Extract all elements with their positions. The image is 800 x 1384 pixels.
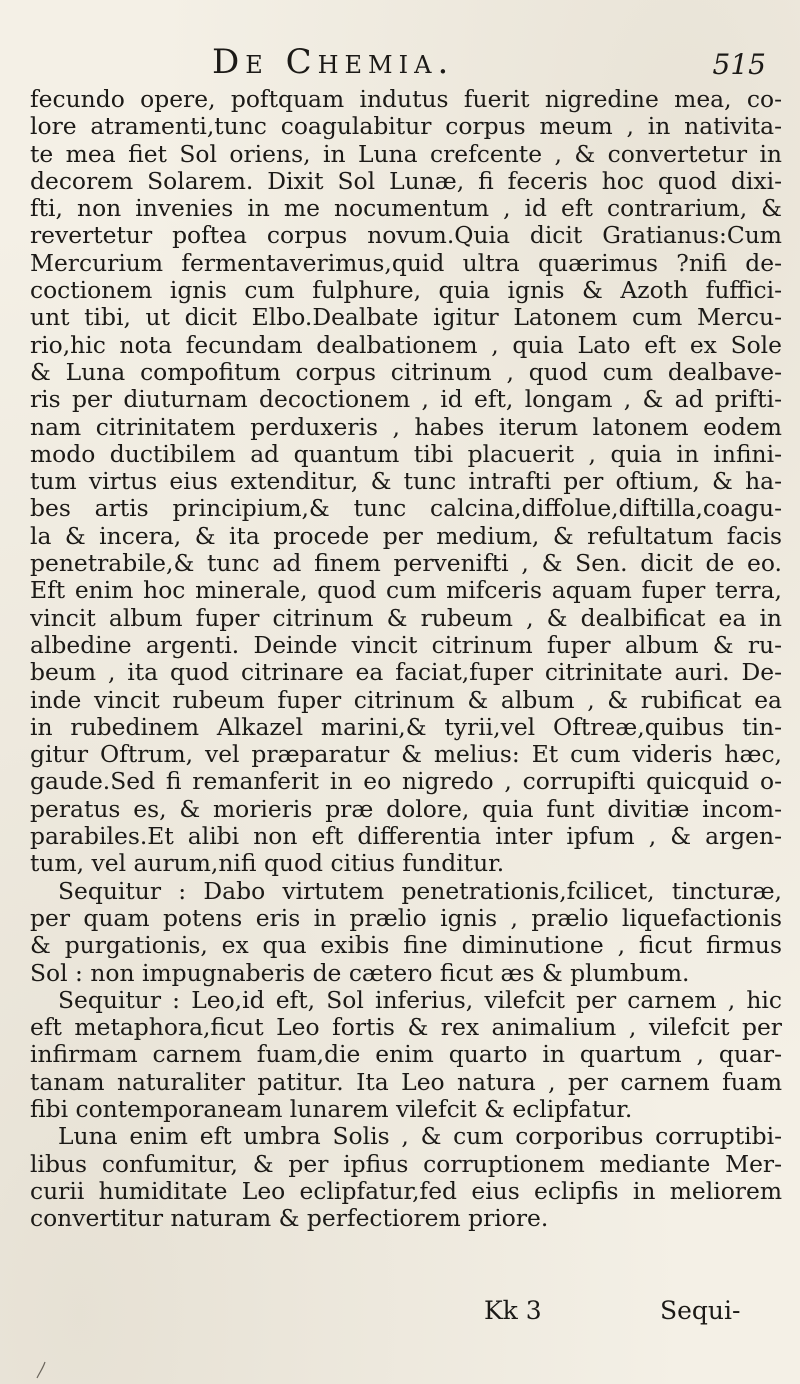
text-line: vincit album fuper citrinum & rubeum , & dealbificat ea in — [30, 604, 782, 632]
text-line: fibi contemporaneam lunarem vilefcit & eclipfatur. — [30, 1095, 633, 1123]
text-line: fti, non invenies in me nocumentum , id eft contrarium, & — [30, 195, 782, 223]
text-line: rio,hic nota fecundam dealbationem , quia Lato eft ex Sole — [30, 331, 782, 359]
text-line: nam citrinitatem perduxeris , habes iterum latonem eodem — [30, 413, 782, 441]
text-line: lore atramenti,tunc coagulabitur corpus meum , in nativita- — [30, 113, 782, 141]
text-line: & purgationis, ex qua exibis fine diminutione , ficut firmus — [30, 932, 782, 960]
signature-mark: Kk 3 — [484, 1296, 542, 1325]
text-line: inde vincit rubeum fuper citrinum & album , & rubificat ea — [30, 686, 782, 714]
margin-stroke-mark — [34, 1360, 48, 1380]
text-line: gaude.Sed fi remanferit in eo nigredo , corrupifti quicquid o- — [30, 768, 782, 796]
catchword: Sequi- — [660, 1296, 741, 1325]
text-line: gitur Oftrum, vel præparatur & melius: Et cum videris hæc, — [30, 741, 782, 769]
text-line: Mercurium fermentaverimus,quid ultra quærimus ?nifi de- — [30, 249, 782, 277]
text-line: parabiles.Et alibi non eft differentia inter ipfum , & argen- — [30, 823, 782, 851]
text-line: bes artis principium,& tunc calcina,diffolue,diftilla,coagu- — [30, 495, 782, 523]
text-line: in rubedinem Alkazel marini,& tyrii,vel Oftreæ,quibus tin- — [30, 713, 782, 741]
text-line: Eft enim hoc minerale, quod cum mifceris aquam fuper terra, — [30, 577, 782, 605]
text-line: tum, vel aurum,nifi quod citius funditur. — [30, 850, 505, 878]
text-line: unt tibi, ut dicit Elbo.Dealbate igitur Latonem cum Mercu- — [30, 304, 782, 332]
text-line: decorem Solarem. Dixit Sol Lunæ, fi feceris hoc quod dixi- — [30, 167, 782, 195]
page-number: 515 — [712, 48, 766, 81]
text-line: beum , ita quod citrinare ea faciat,fuper citrinitate auri. De- — [30, 659, 782, 687]
page-footer — [0, 1296, 800, 1330]
text-line: per quam potens eris in prælio ignis , prælio liquefactionis — [30, 904, 782, 932]
text-line: tanam naturaliter patitur. Ita Leo natura , per carnem fuam — [30, 1068, 782, 1096]
text-line: la & incera, & ita procede per medium, & refultatum facis — [30, 522, 782, 550]
text-line: Sequitur : Dabo virtutem penetrationis,fcilicet, tincturæ, — [58, 877, 782, 905]
text-line: eft metaphora,ficut Leo fortis & rex animalium , vilefcit per — [30, 1014, 782, 1042]
text-line: & Luna compofitum corpus citrinum , quod cum dealbave- — [30, 358, 782, 386]
text-line: Sequitur : Leo,id eft, Sol inferius, vilefcit per carnem , hic — [58, 986, 782, 1014]
text-line: convertitur naturam & perfectiorem priore. — [30, 1205, 549, 1233]
running-title: De Chemia. — [212, 42, 455, 82]
text-line: Luna enim eft umbra Solis , & cum corporibus corruptibi- — [58, 1123, 782, 1151]
text-line: Sol : non impugnaberis de cætero ficut æs & plumbum. — [30, 959, 690, 987]
text-line: tum virtus eius extenditur, & tunc intrafti per oftium, & ha- — [30, 468, 782, 496]
text-line: coctionem ignis cum fulphure, quia ignis & Azoth fuffici- — [30, 277, 782, 305]
body-text — [30, 86, 782, 1232]
text-line: penetrabile,& tunc ad finem pervenifti , & Sen. dicit de eo. — [30, 550, 782, 578]
text-line: ris per diuturnam decoctionem , id eft, longam , & ad prifti- — [30, 386, 782, 414]
text-line: infirmam carnem fuam,die enim quarto in quartum , quar- — [30, 1041, 782, 1069]
text-line: te mea fiet Sol oriens, in Luna crefcente , & convertetur in — [30, 140, 782, 168]
text-line: libus confumitur, & per ipfius corruptionem mediante Mer- — [30, 1150, 782, 1178]
text-line: fecundo opere, poftquam indutus fuerit nigredine mea, co- — [30, 86, 782, 113]
text-line: albedine argenti. Deinde vincit citrinum fuper album & ru- — [30, 631, 782, 659]
text-line: peratus es, & morieris præ dolore, quia funt divitiæ incom- — [30, 795, 782, 823]
running-head — [0, 42, 800, 82]
text-line: modo ductibilem ad quantum tibi placuerit , quia in infini- — [30, 440, 782, 468]
text-line: revertetur poftea corpus novum.Quia dicit Gratianus:Cum — [30, 222, 782, 250]
text-line: curii humiditate Leo eclipfatur,fed eius eclipfis in meliorem — [30, 1177, 782, 1205]
